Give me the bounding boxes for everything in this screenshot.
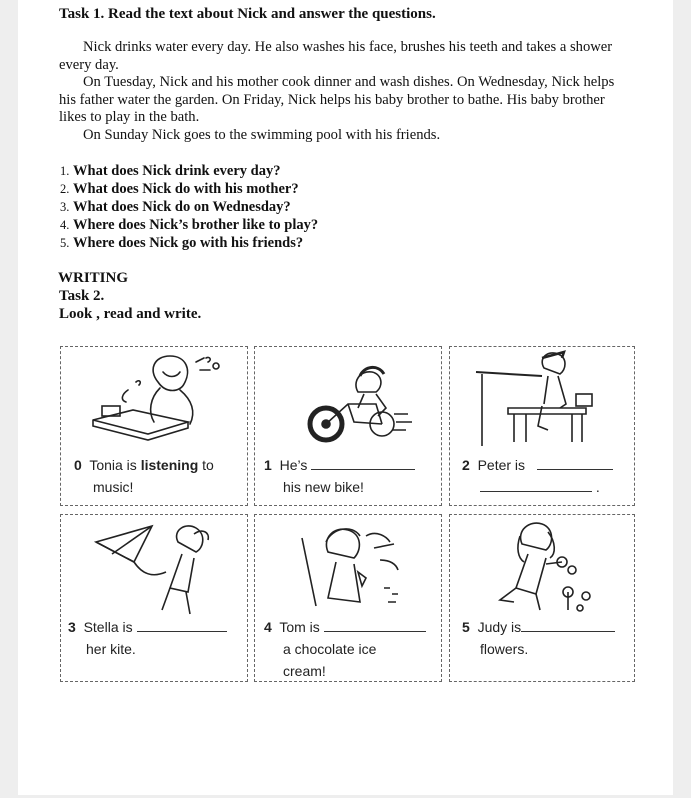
boy-fishing-picture	[468, 350, 608, 450]
caption-text: .	[595, 479, 600, 495]
girl-picking-flowers-picture	[476, 518, 606, 618]
question-4	[60, 217, 318, 234]
question-number: 1.	[60, 164, 70, 178]
question-number: 5.	[60, 236, 70, 250]
question-3	[60, 199, 291, 216]
card-5-caption	[462, 616, 615, 660]
caption-text: to	[198, 457, 214, 473]
caption-text: He’s	[279, 457, 308, 473]
answer-blank[interactable]	[480, 479, 592, 492]
paragraph-3: On Sunday Nick goes to the swimming pool with his friends.	[83, 126, 441, 143]
question-2	[60, 181, 299, 198]
question-number: 3.	[60, 200, 70, 214]
card-1-caption	[264, 454, 415, 498]
girl-listening-music-picture	[88, 352, 238, 448]
question-text: What does Nick drink every day?	[73, 163, 281, 179]
caption-line-2: music!	[93, 479, 134, 495]
card-3-caption	[68, 616, 227, 660]
caption-text: Judy is	[477, 619, 522, 635]
answer-blank[interactable]	[537, 457, 613, 470]
question-text: What does Nick do with his mother?	[73, 181, 299, 197]
answer-blank[interactable]	[311, 457, 415, 470]
caption-text: Stella is	[83, 619, 133, 635]
card-4-caption	[264, 616, 426, 682]
example-answer: listening	[140, 457, 199, 473]
boy-riding-bike-picture	[298, 352, 418, 448]
card-number: 2	[462, 457, 470, 473]
caption-line-2: a chocolate ice	[283, 641, 377, 657]
question-number: 2.	[60, 182, 70, 196]
caption-text: Peter is	[477, 457, 526, 473]
card-number: 4	[264, 619, 272, 635]
boy-eating-ice-cream-picture	[288, 518, 418, 618]
card-0-caption	[74, 454, 214, 498]
question-text: What does Nick do on Wednesday?	[73, 199, 291, 215]
card-number: 0	[74, 457, 82, 473]
task2-instruction: Look , read and write.	[59, 306, 202, 322]
question-5	[60, 235, 303, 252]
question-1	[60, 163, 280, 180]
question-text: Where does Nick’s brother like to play?	[73, 217, 319, 233]
caption-line-2: his new bike!	[283, 479, 364, 495]
caption-line-2: her kite.	[86, 641, 136, 657]
caption-line-2: flowers.	[480, 641, 529, 657]
caption-text: Tonia is	[89, 457, 141, 473]
question-text: Where does Nick go with his friends?	[73, 235, 304, 251]
answer-blank[interactable]	[521, 619, 615, 632]
worksheet-page	[18, 0, 673, 795]
task1-title: Task 1. Read the text about Nick and answer the questions.	[59, 6, 436, 22]
paragraph-2: On Tuesday, Nick and his mother cook dinner and wash dishes. On Wednesday, Nick helps his father water the garden. On Friday, Nick helps his baby brother to bathe. His baby brother likes to play in the bath.	[59, 74, 615, 126]
girl-flying-kite-picture	[82, 518, 232, 618]
caption-text: Tom is	[279, 619, 320, 635]
writing-heading: WRITING	[58, 270, 129, 286]
paragraph-1: Nick drinks water every day. He also washes his face, brushes his teeth and takes a shower every day.	[59, 39, 613, 73]
card-2-caption	[462, 454, 613, 498]
caption-line-3: cream!	[283, 663, 326, 679]
card-number: 5	[462, 619, 470, 635]
reading-text	[59, 39, 634, 145]
answer-blank[interactable]	[137, 619, 227, 632]
answer-blank[interactable]	[324, 619, 426, 632]
question-number: 4.	[60, 218, 70, 232]
task2-title: Task 2.	[59, 288, 105, 304]
card-number: 3	[68, 619, 76, 635]
card-number: 1	[264, 457, 272, 473]
